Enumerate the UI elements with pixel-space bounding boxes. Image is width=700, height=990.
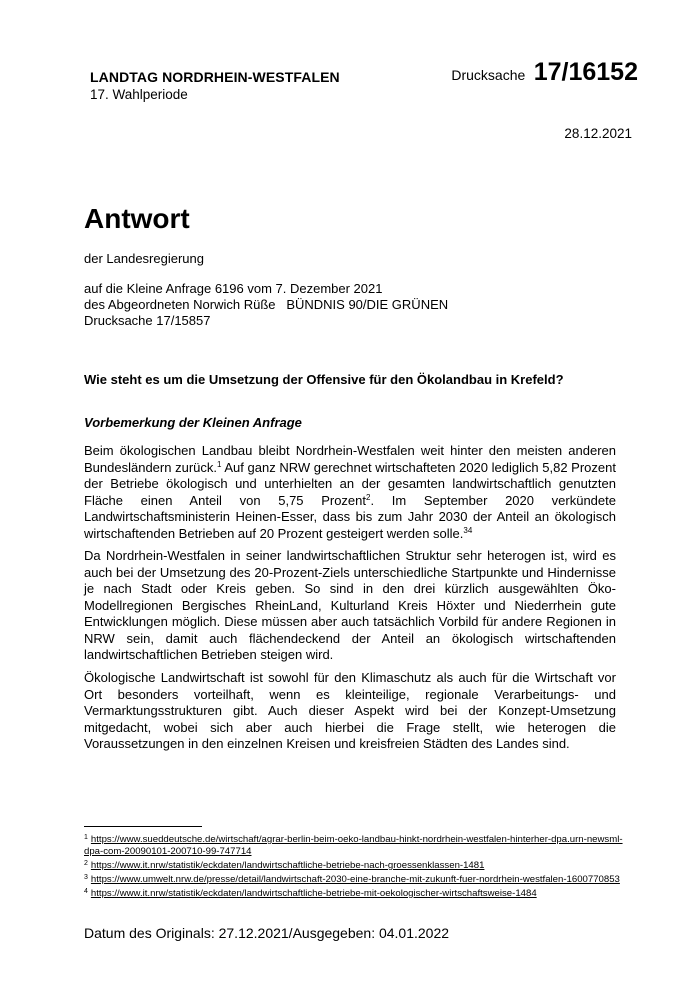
paragraph-3: Ökologische Landwirtschaft ist sowohl für den Klimaschutz als auch für die Wirtschaft vor Ort besonders vorteilhaft, wenn es kleinteilige, regionale Verarbeitungs- und Vermarktungsstrukturen gibt. Auch dieser Aspekt wird bei der Konzept-Umsetzung mitgedacht, wobei sich aber auch hierbei die Frage stellt, wie heterogen die Voraussetzungen in den einzelnen Kreisen und kreisfreien Städten des Landes sind. bbox=[84, 670, 616, 751]
footnote-ref-1: 1 bbox=[217, 459, 222, 469]
paragraph-1-part-a: Beim ökologischen Landbau bleibt Nordrhein-Westfalen weit hinter den meisten anderen Bundesländern zurück. bbox=[84, 443, 616, 475]
footnote-2 bbox=[84, 858, 624, 872]
page-title: Antwort bbox=[84, 203, 190, 234]
paragraph-1-part-b: Auf ganz NRW gerechnet wirtschafteten 2020 lediglich 5,82 Prozent der Betriebe ökologisch und unterhielten an der gesamten landwirtschaftlich genutzten Fläche einen Anteil von 5,75 Prozent bbox=[84, 459, 616, 508]
footnote-number: 1 bbox=[84, 834, 88, 841]
paragraph-2: Da Nordrhein-Westfalen in seiner landwirtschaftlichen Struktur sehr heterogen ist, wird es auch bei der Umsetzung des 20-Prozent-Ziels unterschiedliche Startpunkte und Hindernisse je nach Stadt oder Kreis geben. So sind in den drei kürzlich ausgewählten Öko-Modellregionen Bergisches RheinLand, Kulturland Kreis Höxter und Niederrhein gute Entwicklungen möglich. Diese müssen aber auch tatsächlich Vorbild für andere Regionen in NRW sein, damit auch flächendeckend der Anteil an ökologisch wirtschaftenden landwirtschaftlichen Betrieben steigen wird. bbox=[84, 548, 616, 662]
footnote-number: 2 bbox=[84, 860, 88, 867]
parliament-name: LANDTAG NORDRHEIN-WESTFALEN bbox=[90, 69, 340, 85]
footnote-number: 3 bbox=[84, 874, 88, 881]
paragraph-1-part-c: . Im September 2020 verkündete Landwirtschaftsministerin Heinen-Esser, dass bis zum Jahr 2030 der Anteil an ökologisch wirtschaftenden Betrieben auf 20 Prozent gesteigert werden solle. bbox=[84, 492, 616, 541]
footnote-link-4[interactable]: https://www.it.nrw/statistik/eckdaten/landwirtschaftliche-betriebe-mit-oekologischer-wirtschaftsweise-1484 bbox=[90, 888, 537, 899]
drucksache-number: 17/16152 bbox=[533, 58, 638, 86]
footnote-4 bbox=[84, 886, 624, 900]
footnote-link-1[interactable]: https://www.sueddeutsche.de/wirtschaft/agrar-berlin-beim-oeko-landbau-hinkt-nordrhein-westfalen-hinterher-dpa.urn-newsml-dpa-com-20090101-200710-99-747714 bbox=[84, 834, 623, 857]
footnote-ref-34: 34 bbox=[463, 525, 473, 535]
document-footer: Datum des Originals: 27.12.2021/Ausgegeben: 04.01.2022 bbox=[84, 925, 450, 941]
request-line-2: des Abgeordneten Norwich Rüße BÜNDNIS 90/DIE GRÜNEN bbox=[84, 297, 449, 312]
paragraph-1 bbox=[84, 443, 616, 542]
footnote-link-3[interactable]: https://www.umwelt.nrw.de/presse/detail/landwirtschaft-2030-eine-branche-mit-zukunft-fuer-nordrhein-westfalen-1600770853 bbox=[90, 874, 620, 885]
footnote-divider bbox=[84, 826, 202, 827]
footnote-link-2[interactable]: https://www.it.nrw/statistik/eckdaten/landwirtschaftliche-betriebe-nach-groessenklassen-1481 bbox=[90, 860, 485, 871]
issuer: der Landesregierung bbox=[84, 251, 204, 266]
question-heading: Wie steht es um die Umsetzung der Offensive für den Ökolandbau in Krefeld? bbox=[84, 372, 564, 387]
drucksache-label: Drucksache bbox=[451, 67, 526, 83]
preliminary-remark-heading: Vorbemerkung der Kleinen Anfrage bbox=[84, 415, 302, 430]
legislative-period: 17. Wahlperiode bbox=[90, 87, 188, 102]
request-line-3: Drucksache 17/15857 bbox=[84, 313, 211, 328]
footnote-ref-2: 2 bbox=[366, 492, 371, 502]
document-header-left bbox=[90, 69, 340, 102]
footnote-number: 4 bbox=[84, 888, 88, 895]
footnote-1 bbox=[84, 832, 624, 858]
footnote-3 bbox=[84, 872, 624, 886]
drucksache-header bbox=[451, 58, 638, 87]
footnotes bbox=[84, 832, 624, 900]
document-date: 28.12.2021 bbox=[564, 126, 632, 141]
request-line-1: auf die Kleine Anfrage 6196 vom 7. Dezember 2021 bbox=[84, 281, 383, 296]
request-reference bbox=[84, 281, 448, 329]
